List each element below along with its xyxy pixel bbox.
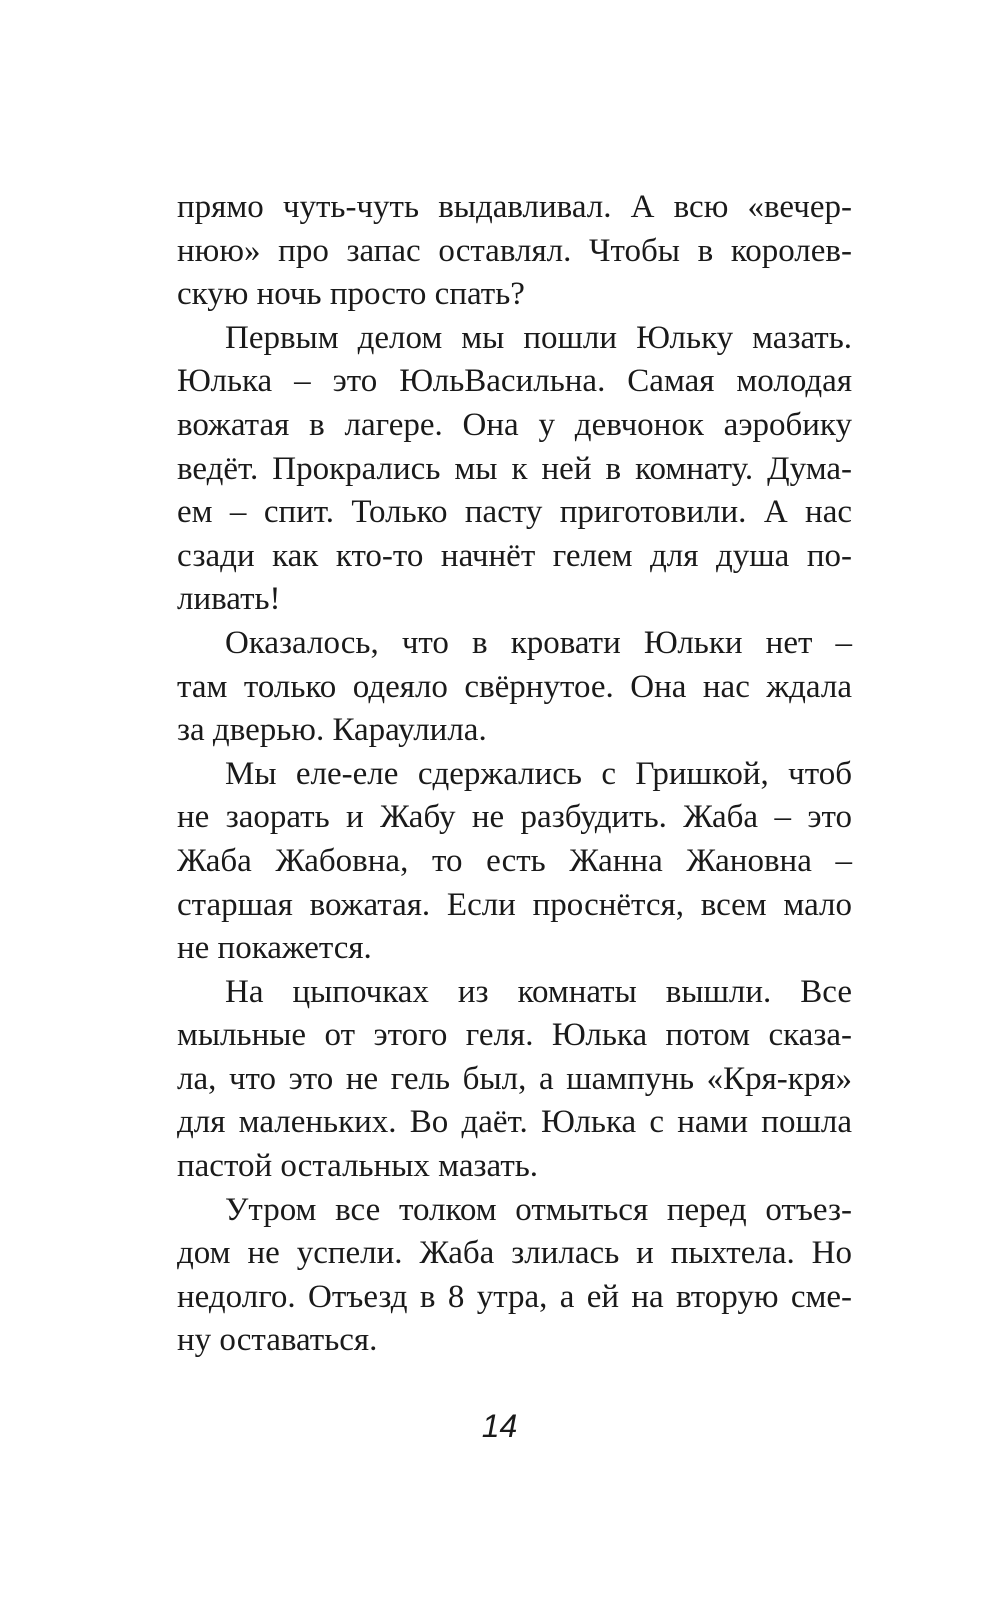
text-line: скую ночь просто спать? bbox=[177, 276, 525, 313]
paragraph bbox=[177, 186, 852, 317]
text-line: Утром все толком отмыться перед отъез- bbox=[225, 1191, 852, 1228]
text-line: вожатая в лагере. Она у девчонок аэробику bbox=[177, 406, 852, 443]
text-line: Мы еле-еле сдержались с Гришкой, чтоб bbox=[225, 755, 852, 792]
text-line: там только одеяло свёрнутое. Она нас ждала bbox=[177, 668, 852, 705]
text-line: дом не успели. Жаба злилась и пыхтела. Но bbox=[177, 1235, 852, 1272]
paragraph bbox=[177, 971, 852, 1189]
paragraph bbox=[177, 317, 852, 622]
text-line: за дверью. Караулила. bbox=[177, 712, 487, 749]
text-line: ведёт. Прокрались мы к ней в комнату. Дума- bbox=[177, 450, 852, 487]
text-line: недолго. Отъезд в 8 утра, а ей на вторую сме- bbox=[177, 1278, 852, 1315]
text-line: Жаба Жабовна, то есть Жанна Жановна – bbox=[177, 842, 852, 879]
text-line: Первым делом мы пошли Юльку мазать. bbox=[225, 319, 852, 356]
paragraph bbox=[177, 1189, 852, 1363]
text-line: ем – спит. Только пасту приготовили. А нас bbox=[177, 494, 852, 531]
text-line: На цыпочках из комнаты вышли. Все bbox=[225, 973, 852, 1010]
text-line: сзади как кто-то начнёт гелем для душа по- bbox=[177, 537, 852, 574]
text-line: ливать! bbox=[177, 581, 281, 618]
text-line: нюю» про запас оставлял. Чтобы в королев- bbox=[177, 232, 852, 269]
text-line: ла, что это не гель был, а шампунь «Кря-кря» bbox=[177, 1060, 852, 1097]
text-line: мыльные от этого геля. Юлька потом сказа- bbox=[177, 1017, 852, 1054]
text-line: не покажется. bbox=[177, 930, 372, 967]
text-line: ну оставаться. bbox=[177, 1322, 378, 1359]
text-line: старшая вожатая. Если проснётся, всем мало bbox=[177, 886, 852, 923]
paragraph bbox=[177, 622, 852, 753]
text-line: Юлька – это ЮльВасильна. Самая молодая bbox=[177, 363, 852, 400]
body-text bbox=[177, 186, 852, 1363]
text-line: для маленьких. Во даёт. Юлька с нами пошла bbox=[177, 1104, 852, 1141]
text-line: Оказалось, что в кровати Юльки нет – bbox=[225, 624, 852, 661]
text-line: прямо чуть-чуть выдавливал. А всю «вечер- bbox=[177, 189, 852, 225]
page-number: 14 bbox=[481, 1408, 518, 1444]
text-line: не заорать и Жабу не разбудить. Жаба – это bbox=[177, 799, 852, 836]
paragraph bbox=[177, 753, 852, 971]
text-line: пастой остальных мазать. bbox=[177, 1148, 539, 1185]
